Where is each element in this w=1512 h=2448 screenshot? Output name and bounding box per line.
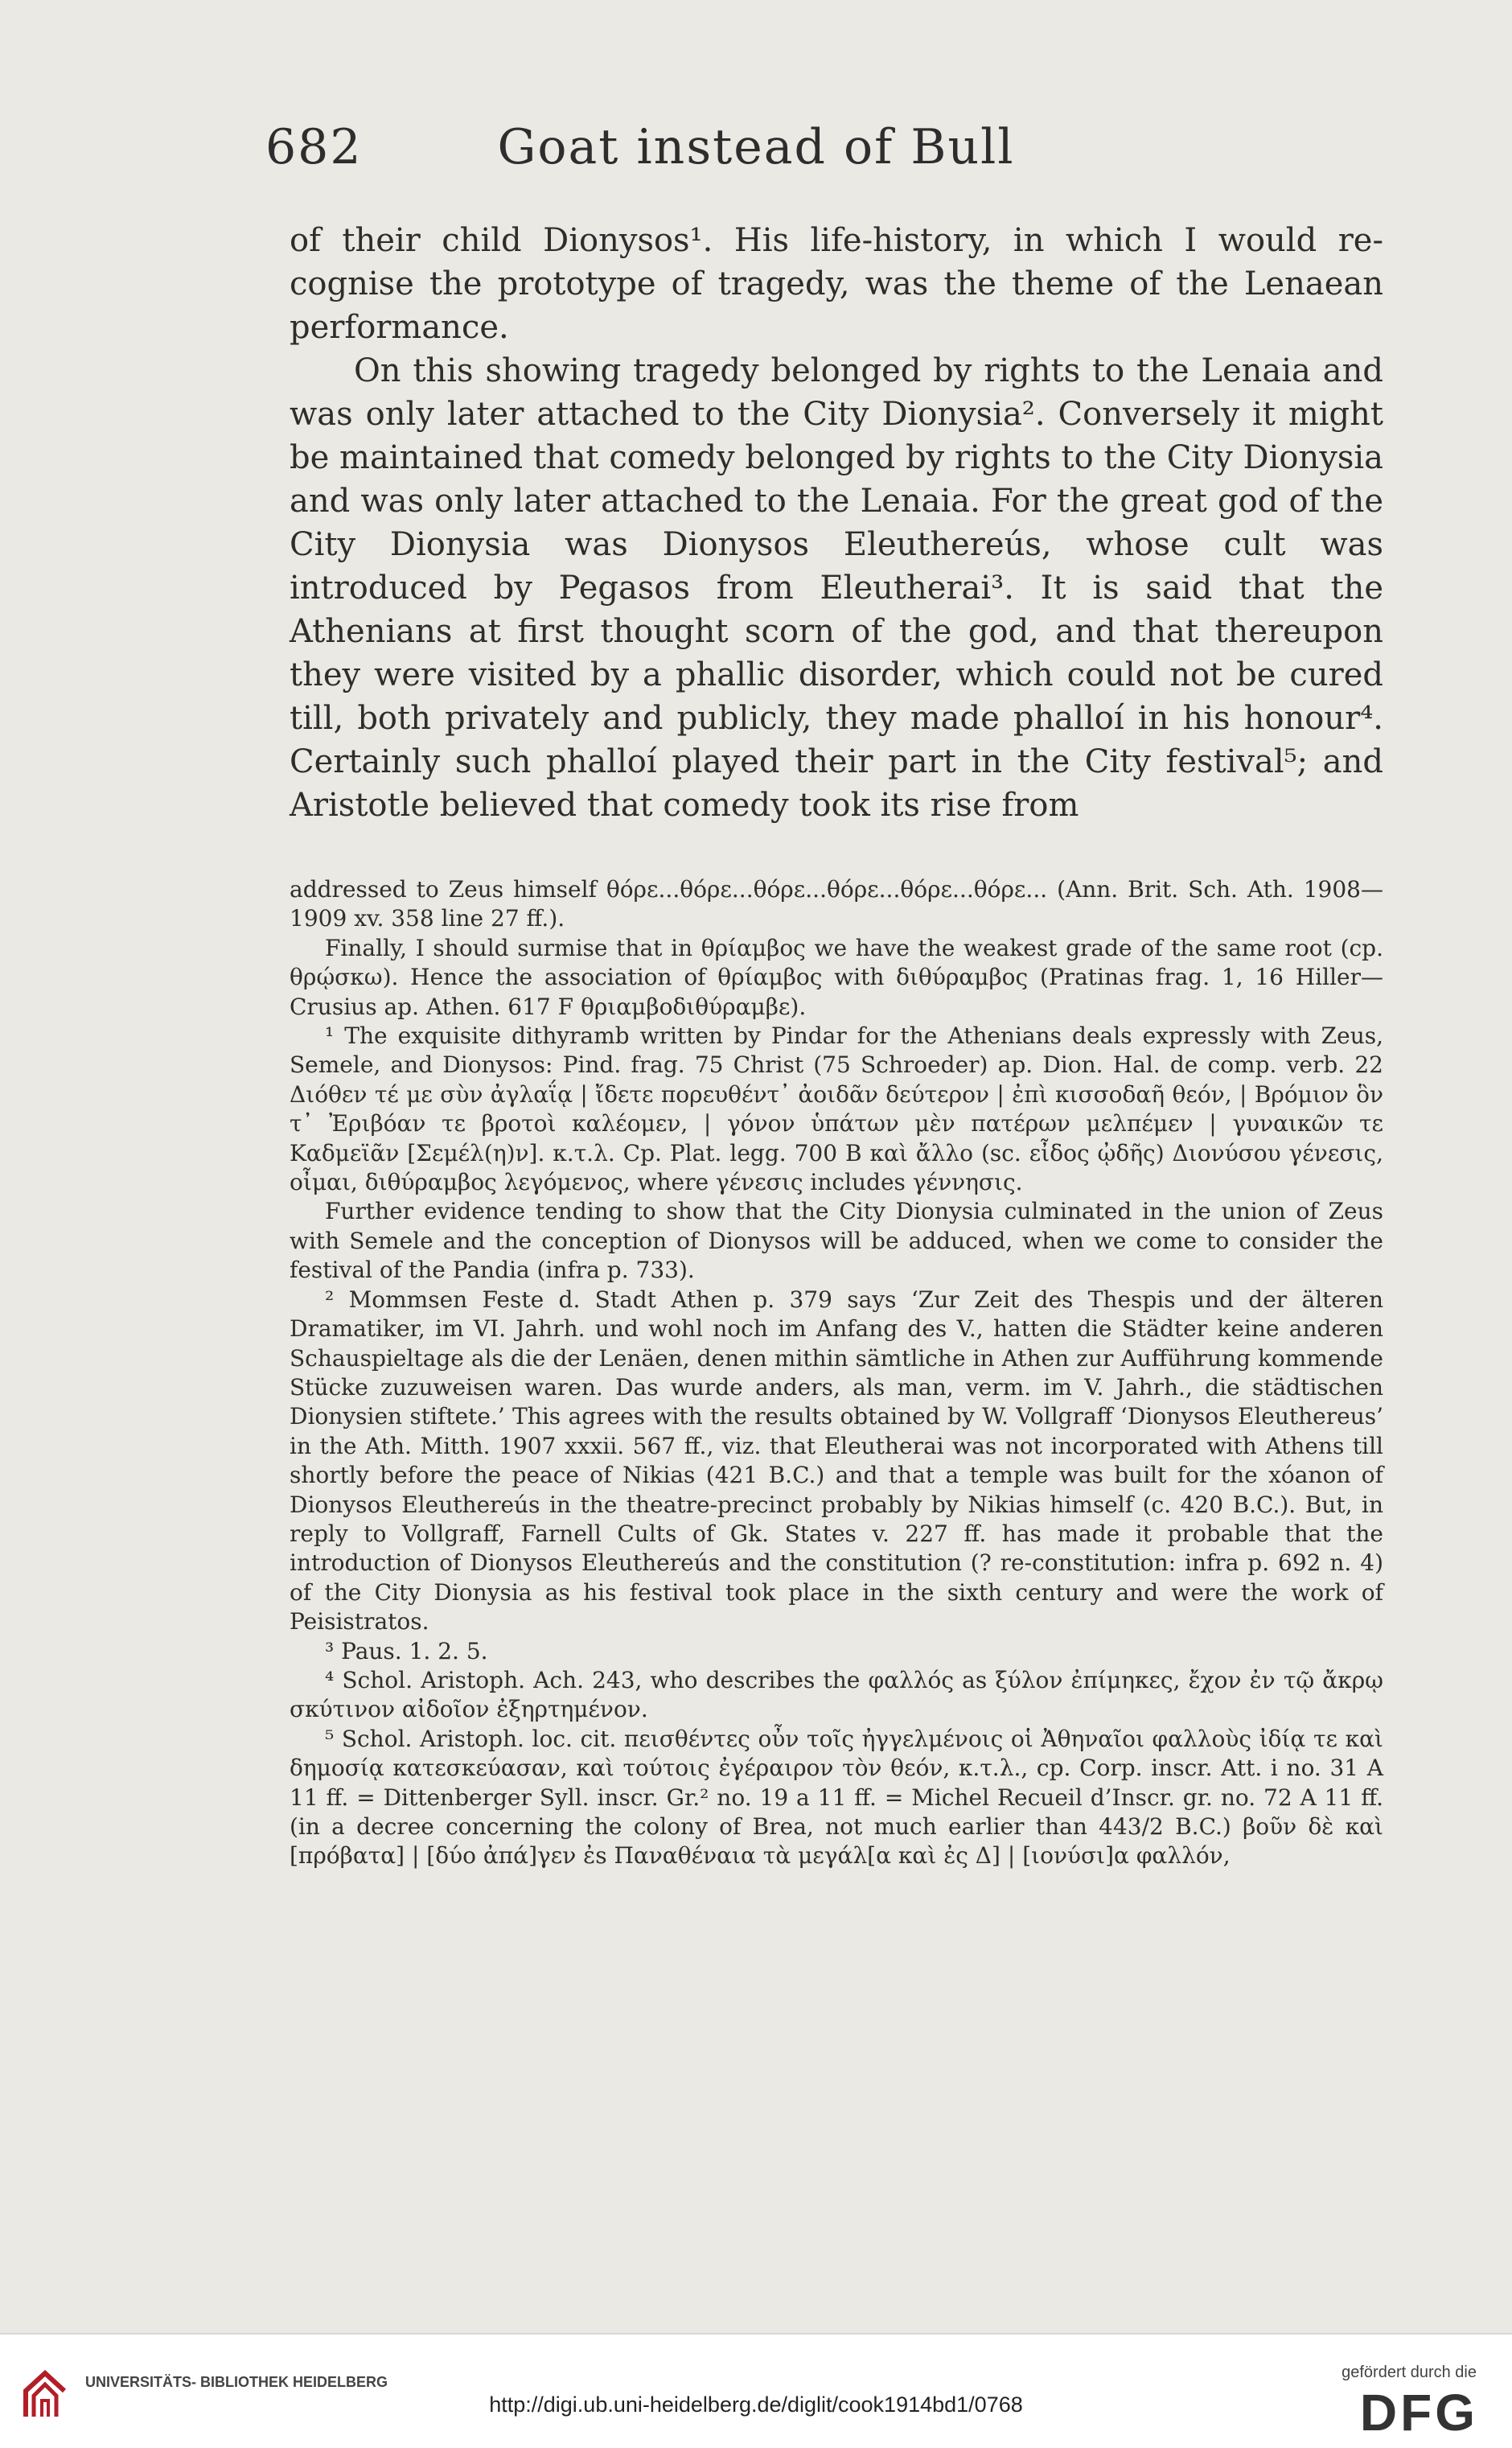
footnote: ⁵ Schol. Aristoph. loc. cit. πεισθέντες οὖν τοῖς ἠγγελμένοις οἱ Ἀθηναῖοι φαλλοὺς ἰδίᾳ τε καὶ δημοσίᾳ κατεσκεύασαν, καὶ τούτοις ἐγέραιρον τὸν θεόν, κ.τ.λ., cp. Corp. inscr. Att. i no. 31 A 11 ff. = Dittenberger Syll. inscr. Gr.² no. 19 a 11 ff. = Michel Recueil d’Inscr. gr. no. 72 A 11 ff. (in a decree concerning the colony of Brea, not much earlier than 443/2 B.C.) βοῦν δὲ καὶ [πρόβατα] | [δύο ἀπά]γεν ἐs Παναθέναια τὰ μεγάλ[α καὶ ἐς Δ] | [ιονύσι]α φαλλόν, <box>290 1725 1383 1870</box>
library-name: UNIVERSITÄTS- BIBLIOTHEK HEIDELBERG <box>85 2374 388 2390</box>
footnotes <box>290 875 1383 1871</box>
footnote: ² Mommsen Feste d. Stadt Athen p. 379 says ‘Zur Zeit des Thespis und der älteren Dramatiker, im VI. Jahrh. und wohl noch im Anfang des V., hatten die Städter keine anderen Schauspieltage als die der Lenäen, denen mithin sämtliche in Athen zur Aufführung kommende Stücke zuzuweisen waren. Das wurde anders, als man, verm. im V. Jahrh., die städtischen Dionysien stiftete.’ This agrees with the results obtained by W. Vollgraff ‘Dionysos Eleuthereus’ in the Ath. Mitth. 1907 xxxii. 567 ff., viz. that Eleutherai was not incorporated with Athens till shortly before the peace of Nikias (421 B.C.) and that a temple was built for the xóanon of Dionysos Eleuthereús in the theatre-precinct probably by Nikias himself (c. 420 B.C.). But, in reply to Vollgraff, Farnell Cults of Gk. States v. 227 ff. has made it probable that the introduction of Dionysos Eleuthereús and the constitution (? re-constitution: infra p. 692 n. 4) of the City Dionysia as his festival took place in the sixth century and were the work of Peisistratos. <box>290 1286 1383 1635</box>
running-title: Goat instead of Bull <box>497 119 1015 175</box>
footnote: Further evidence tending to show that the City Dionysia culminated in the union of Zeus with Semele and the conception of Dionysos will be adduced, when we come to consider the festival of the Pandia (infra p. 733). <box>290 1198 1383 1284</box>
body-paragraph: On this showing tragedy belonged by rights to the Lenaia and was only later attached to the City Dionysia². Conversely it might be maintained that comedy belonged by rights to the City Dionysia and was only later attached to the Lenaia. For the great god of the City Dionysia was Dionysos Eleuthereús, whose cult was introduced by Pegasos from Eleutherai³. It is said that the Athenians at first thought scorn of the god, and that thereupon they were visited by a phallic disorder, which could not be cured till, both privately and publicly, they made phalloí in his honour⁴. Certainly such phalloí played their part in the City festival⁵; and Aristotle believed that comedy took its rise from <box>290 352 1383 824</box>
body-paragraph: of their child Dionysos¹. His life-history, in which I would re-cognise the prototype of tragedy, was the theme of the Lenaean performance. <box>290 222 1383 346</box>
footnote: Finally, I should surmise that in θρίαμβος we have the weakest grade of the same root (cp. θρῴσκω). Hence the association of θρίαμβος with διθύραμβος (Pratinas frag. 1, 16 Hiller—Crusius ap. Athen. 617 F θριαμβοδιθύραμβε). <box>290 934 1383 1020</box>
body-text <box>290 219 1383 827</box>
footnote: ³ Paus. 1. 2. 5. <box>325 1637 488 1664</box>
running-header <box>265 119 1247 183</box>
page-number: 682 <box>265 119 363 175</box>
footnote: ¹ The exquisite dithyramb written by Pindar for the Athenians deals expressly with Zeus, Semele, and Dionysos: Pind. frag. 75 Christ (75 Schroeder) ap. Dion. Hal. de comp. verb. 22 Διόθεν τέ με σὺν ἀγλαΐᾳ | ἴδετε πορευθέντ᾽ ἀοιδᾶν δεύτερον | ἐπὶ κισσοδαῆ θεόν, | Βρόμιον ὃν τ᾽ Ἐριβόαν τε βροτοὶ καλέομεν, | γόνον ὑπάτων μὲν πατέρων μελπέμεν | γυναικῶν τε Καδμεϊᾶν [Σεμέλ(η)ν]. κ.τ.λ. Cp. Plat. legg. 700 B καὶ ἄλλο (sc. εἶδος ᾠδῆς) Διονύσου γένεσις, οἶμαι, διθύραμβος λεγόμενος, where γένεσις includes γέννησις. <box>290 1022 1383 1196</box>
funded-by-text: gefördert durch die <box>1341 2364 1477 2381</box>
footnote: ⁴ Schol. Aristoph. Ach. 243, who describes the φαλλός as ξύλον ἐπίμηκες, ἔχον ἐν τῷ ἄκρῳ σκύτινον αἰδοῖον ἐξηρτημένον. <box>290 1666 1383 1723</box>
footer-bar <box>0 2333 1512 2448</box>
dfg-logo: DFG <box>1359 2384 1478 2442</box>
footnote-continuation: addressed to Zeus himself θόρε...θόρε...θόρε...θόρε...θόρε...θόρε... (Ann. Brit. Sch. Ath. 1908—1909 xv. 358 line 27 ff.). <box>290 876 1383 932</box>
permalink-url[interactable]: http://digi.ub.uni-heidelberg.de/diglit/cook1914bd1/0768 <box>489 2392 1023 2417</box>
